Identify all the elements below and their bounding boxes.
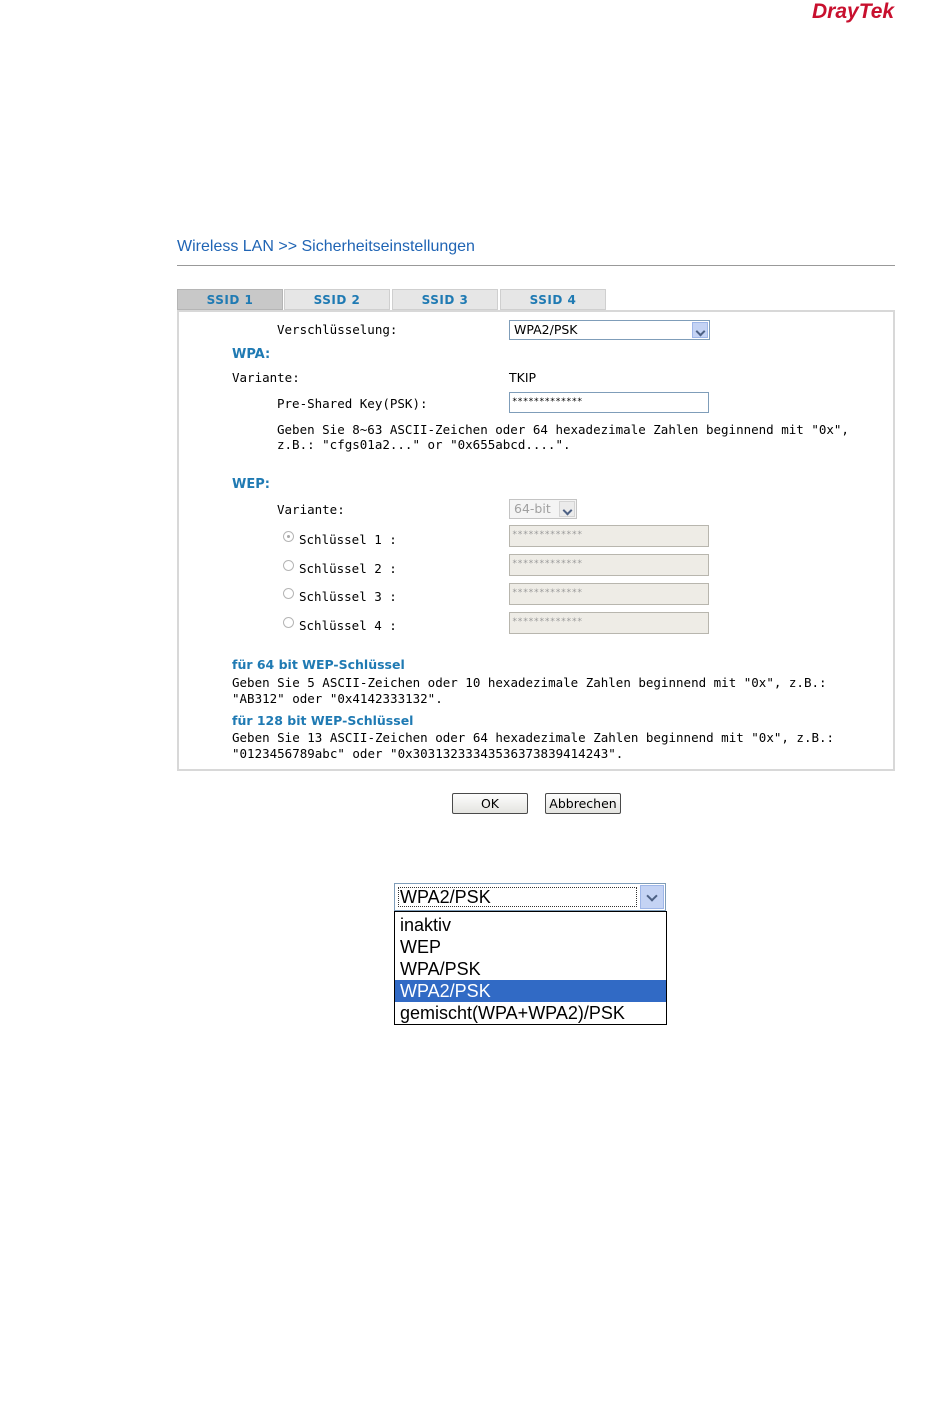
dropdown-selected-value: WPA2/PSK: [400, 887, 491, 907]
encryption-dropdown-list: [394, 911, 667, 1025]
encryption-label: Verschlüsselung:: [277, 322, 398, 337]
wpa-variant-label: Variante:: [232, 370, 300, 385]
chevron-down-icon: [559, 501, 575, 517]
wep-key1-radio[interactable]: [283, 531, 294, 542]
wep-key3-radio[interactable]: [283, 588, 294, 599]
wpa-heading: WPA:: [232, 347, 271, 362]
wep-key4-radio[interactable]: [283, 617, 294, 628]
note64-title: für 64 bit WEP-Schlüssel: [232, 657, 405, 672]
tab-ssid-3[interactable]: SSID 3: [392, 289, 498, 310]
wep-key2-label: Schlüssel 2 :: [299, 561, 397, 576]
dropdown-option-mixed-psk[interactable]: gemischt(WPA+WPA2)/PSK: [400, 1003, 625, 1023]
wep-key2-radio[interactable]: [283, 560, 294, 571]
page-title: Wireless LAN >> Sicherheitseinstellungen: [177, 238, 475, 255]
wep-variant-select: [509, 499, 577, 519]
wep-key2-input: *************: [509, 554, 709, 576]
note128-title: für 128 bit WEP-Schlüssel: [232, 713, 414, 728]
wep-variant-value: 64-bit: [514, 501, 551, 516]
dropdown-option-inaktiv[interactable]: inaktiv: [400, 915, 452, 935]
title-divider: [177, 265, 895, 266]
psk-label: Pre-Shared Key(PSK):: [277, 396, 428, 411]
wpa-variant-value: TKIP: [509, 370, 537, 385]
wep-key4-label: Schlüssel 4 :: [299, 618, 397, 633]
chevron-down-icon[interactable]: [640, 885, 664, 909]
dropdown-option-wpa2-psk[interactable]: WPA2/PSK: [395, 980, 666, 1002]
wep-variant-label: Variante:: [277, 502, 345, 517]
cancel-button[interactable]: Abbrechen: [545, 793, 621, 814]
ok-button[interactable]: OK: [452, 793, 528, 814]
encryption-select-value: WPA2/PSK: [514, 322, 578, 337]
note64-line1: Geben Sie 5 ASCII-Zeichen oder 10 hexadezimale Zahlen beginnend mit "0x", z.B.:: [232, 675, 827, 690]
tab-ssid-2[interactable]: SSID 2: [284, 289, 390, 310]
tab-ssid-1[interactable]: SSID 1: [177, 289, 283, 310]
wep-key3-input: *************: [509, 583, 709, 605]
psk-hint-line2: z.B.: "cfgs01a2..." or "0x655abcd....".: [277, 437, 571, 452]
wep-heading: WEP:: [232, 477, 270, 492]
wep-key1-input: *************: [509, 525, 709, 547]
note128-line1: Geben Sie 13 ASCII-Zeichen oder 64 hexadezimale Zahlen beginnend mit "0x", z.B.:: [232, 730, 835, 745]
draytek-logo: DrayTek: [812, 0, 895, 23]
dropdown-option-wpa-psk[interactable]: WPA/PSK: [400, 959, 481, 979]
wep-key3-label: Schlüssel 3 :: [299, 589, 397, 604]
psk-input[interactable]: *************: [509, 392, 709, 413]
chevron-down-icon[interactable]: [692, 322, 708, 338]
dropdown-option-wep[interactable]: WEP: [400, 937, 442, 957]
encryption-select[interactable]: [509, 320, 710, 340]
note128-line2: "0123456789abc" oder "0x30313233343536373839414243".: [232, 746, 624, 761]
wep-key4-input: *************: [509, 612, 709, 634]
tab-ssid-4[interactable]: SSID 4: [500, 289, 606, 310]
wep-key1-label: Schlüssel 1 :: [299, 532, 397, 547]
encryption-dropdown-expanded[interactable]: [394, 883, 666, 911]
psk-hint-line1: Geben Sie 8~63 ASCII-Zeichen oder 64 hexadezimale Zahlen beginnend mit "0x",: [277, 422, 849, 437]
note64-line2: "AB312" oder "0x4142333132".: [232, 691, 443, 706]
